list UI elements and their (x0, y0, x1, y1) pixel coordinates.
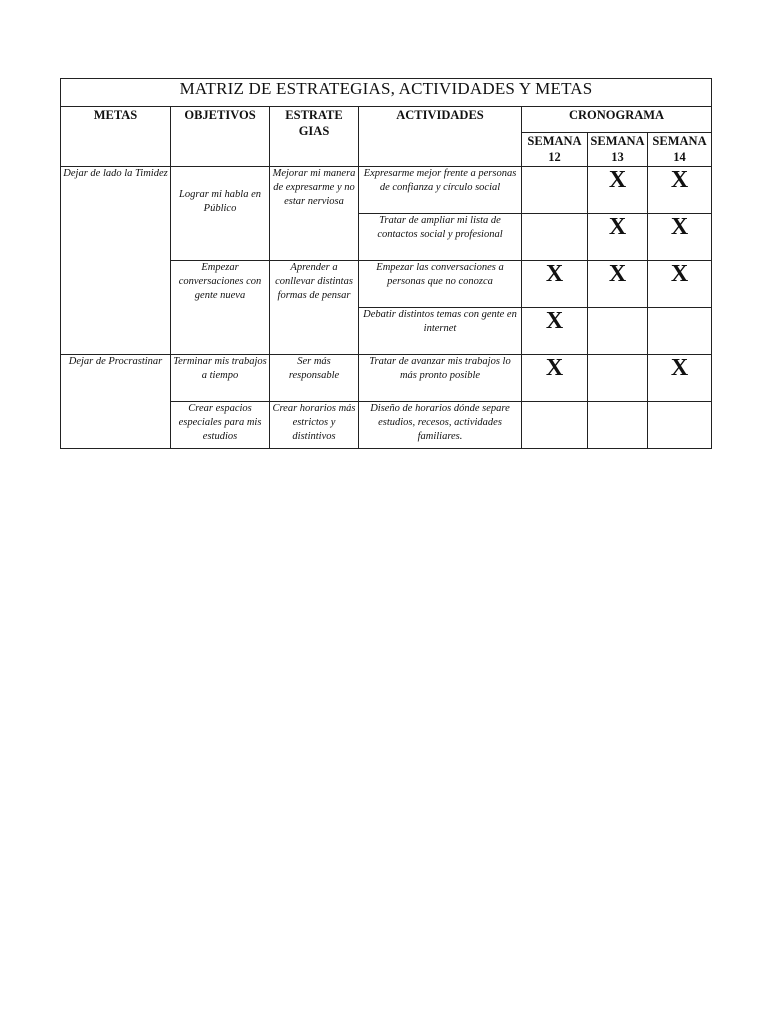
mark-cell: X (648, 261, 712, 308)
actividad-row: Tratar de ampliar mi lista de contactos social y profesional (359, 214, 522, 261)
actividad-row: Debatir distintos temas con gente en internet (359, 308, 522, 355)
mark-cell: X (648, 167, 712, 214)
actividad-row: Empezar las conversaciones a personas que no conozca (359, 261, 522, 308)
mark-cell (522, 167, 588, 214)
mark-cell (588, 402, 648, 449)
header-estrategias: ESTRATEGIAS (270, 107, 359, 167)
mark-cell (522, 402, 588, 449)
header-objetivos: OBJETIVOS (171, 107, 270, 167)
header-actividades: ACTIVIDADES (359, 107, 522, 167)
meta-timidez: Dejar de lado la Timidez (61, 167, 171, 355)
mark-cell: X (522, 261, 588, 308)
mark-cell: X (522, 308, 588, 355)
estrategia-horarios: Crear horarios más estrictos y distintivos (270, 402, 359, 449)
mark-cell: X (648, 214, 712, 261)
estrategia-conllevar: Aprender a conllevar distintas formas de pensar (270, 261, 359, 355)
objetivo-habla-publico: Lograr mi habla en Público (171, 167, 270, 261)
mark-cell: X (588, 261, 648, 308)
strategy-matrix-table (60, 78, 712, 449)
mark-cell (522, 214, 588, 261)
actividad-row: Expresarme mejor frente a personas de confianza y círculo social (359, 167, 522, 214)
objetivo-trabajos: Terminar mis trabajos a tiempo (171, 355, 270, 402)
actividad-row: Diseño de horarios dónde separe estudios, recesos, actividades familiares. (359, 402, 522, 449)
actividad-row: Tratar de avanzar mis trabajos lo más pronto posible (359, 355, 522, 402)
mark-cell (648, 402, 712, 449)
mark-cell: X (588, 167, 648, 214)
objetivo-conversaciones: Empezar conversaciones con gente nueva (171, 261, 270, 355)
mark-cell: X (648, 355, 712, 402)
estrategia-responsable: Ser más responsable (270, 355, 359, 402)
header-semana-13: SEMANA 13 (588, 133, 648, 167)
header-semana-14: SEMANA 14 (648, 133, 712, 167)
header-metas: METAS (61, 107, 171, 167)
mark-cell (588, 355, 648, 402)
estrategia-expresarme: Mejorar mi manera de expresarme y no estar nerviosa (270, 167, 359, 261)
matrix-title: MATRIZ DE ESTRATEGIAS, ACTIVIDADES Y METAS (61, 79, 712, 107)
header-semana-12: SEMANA 12 (522, 133, 588, 167)
mark-cell: X (588, 214, 648, 261)
meta-procrastinar: Dejar de Procrastinar (61, 355, 171, 449)
mark-cell: X (522, 355, 588, 402)
mark-cell (648, 308, 712, 355)
mark-cell (588, 308, 648, 355)
header-cronograma: CRONOGRAMA (522, 107, 712, 133)
objetivo-espacios: Crear espacios especiales para mis estudios (171, 402, 270, 449)
